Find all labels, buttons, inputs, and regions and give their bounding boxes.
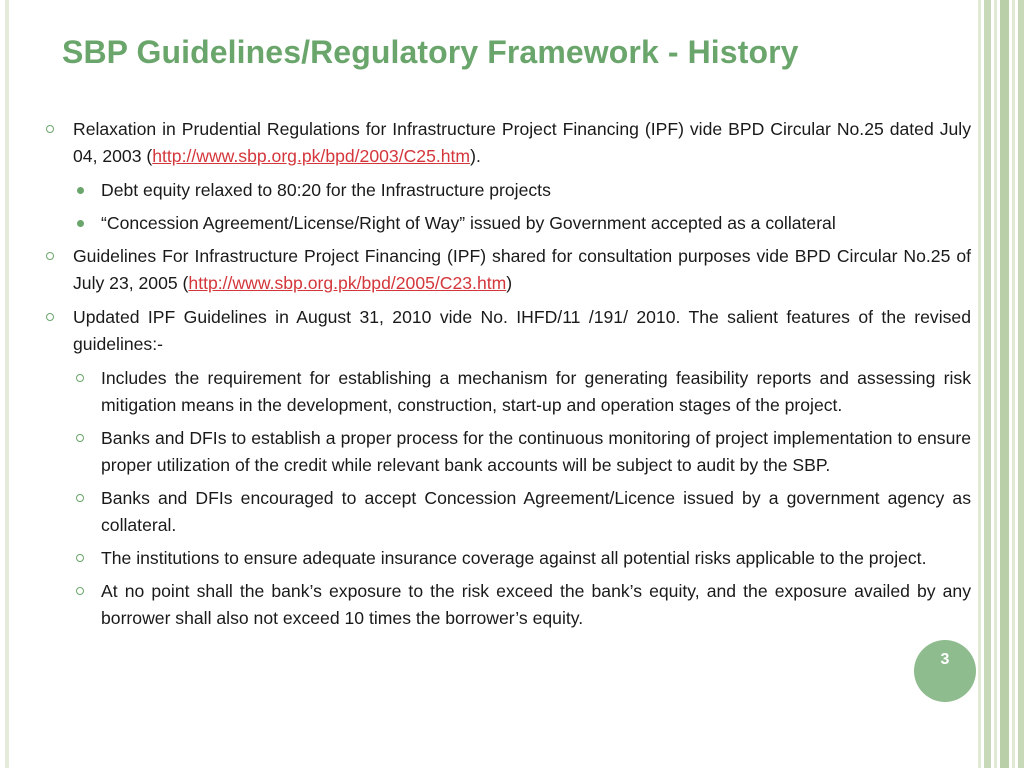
page-number-badge: 3 (914, 640, 976, 702)
bullet-item (46, 116, 971, 170)
bullet-text-end: ) (506, 273, 513, 293)
sub-bullet-text: At no point shall the bank’s exposure to the risk exceed the bank’s equity, and the exposure availed by any borrower shall also not exceed 10 times the borrower’s equity. (101, 581, 971, 628)
ring-bullet-icon (76, 374, 84, 382)
sub-bullet-text: The institutions to ensure adequate insurance coverage against all potential risks applicable to the project. (101, 548, 927, 568)
sub-bullet-item (46, 210, 971, 237)
bullet-item (46, 243, 971, 297)
bullet-text: Relaxation in Prudential Regulations for Infrastructure Project Financing (IPF) vide BPD Circular No.25 dated July 04, 2003 ( (73, 119, 971, 166)
ring-bullet-icon (46, 313, 54, 321)
sub-bullet-text: Banks and DFIs to establish a proper process for the continuous monitoring of project implementation to ensure proper utilization of the credit while relevant bank accounts will be subject to audit by the SBP. (101, 428, 971, 475)
slide-title: SBP Guidelines/Regulatory Framework - History (62, 34, 799, 70)
sub-bullet-text: Includes the requirement for establishing a mechanism for generating feasibility reports and assessing risk mitigation means in the development, construction, start-up and operation stages of the project. (101, 368, 971, 415)
bullet-text: Guidelines For Infrastructure Project Financing (IPF) shared for consultation purposes vide BPD Circular No.25 of July 23, 2005 ( (73, 246, 971, 293)
sub-bullet-text: Banks and DFIs encouraged to accept Concession Agreement/Licence issued by a government agency as collateral. (101, 488, 971, 535)
sub-bullet-item (46, 425, 971, 479)
slide-body (46, 116, 971, 638)
dot-bullet-icon (77, 220, 84, 227)
ring-bullet-icon (76, 494, 84, 502)
sub-bullet-item (46, 485, 971, 539)
bullet-item (46, 304, 971, 358)
ring-bullet-icon (76, 587, 84, 595)
sub-bullet-text: Debt equity relaxed to 80:20 for the Infrastructure projects (101, 180, 551, 200)
ring-bullet-icon (76, 554, 84, 562)
dot-bullet-icon (77, 187, 84, 194)
sub-bullet-item (46, 365, 971, 419)
bullet-text-end: ). (470, 146, 481, 166)
sub-bullet-item (46, 578, 971, 632)
circular-link[interactable]: http://www.sbp.org.pk/bpd/2005/C23.htm (188, 273, 507, 293)
ring-bullet-icon (76, 434, 84, 442)
ring-bullet-icon (46, 252, 54, 260)
bullet-text: Updated IPF Guidelines in August 31, 2010 vide No. IHFD/11 /191/ 2010. The salient features of the revised guidelines:- (73, 307, 971, 354)
circular-link[interactable]: http://www.sbp.org.pk/bpd/2003/C25.htm (152, 146, 471, 166)
ring-bullet-icon (46, 125, 54, 133)
sub-bullet-item (46, 545, 971, 572)
sub-bullet-text: “Concession Agreement/License/Right of Way” issued by Government accepted as a collateral (101, 213, 836, 233)
sub-bullet-item (46, 177, 971, 204)
left-border-stripe (5, 0, 9, 768)
